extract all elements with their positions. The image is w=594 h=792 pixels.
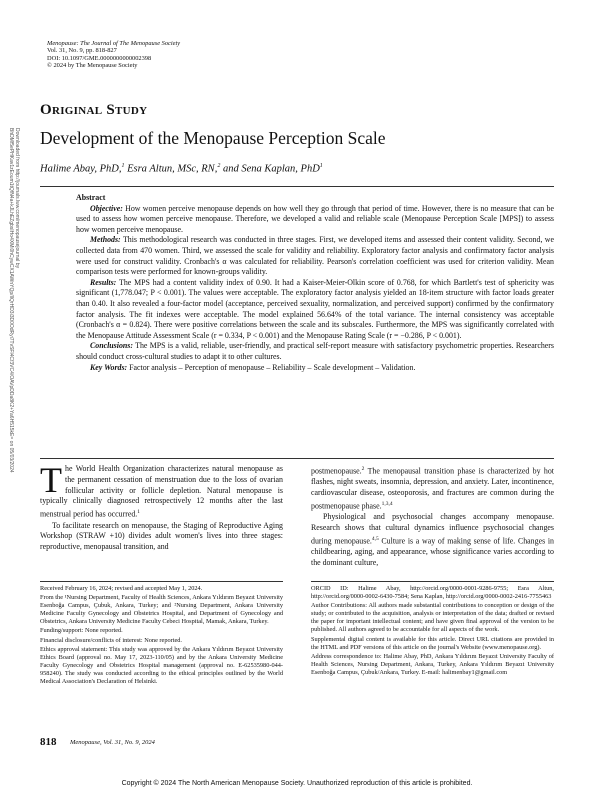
article-title: Development of the Menopause Perception Scale: [40, 128, 386, 148]
author-contributions: Author Contributions: All authors made substantial contributions to conception or design of the study; or contributed to the acquisition, analysis or interpretation of the data; drafted or revised the paper for important intellectual content; and have given final approval of the version to be published. All authors agreed to be accountable for all aspects of the work.: [311, 602, 554, 634]
body-column-right: [311, 464, 554, 569]
conclusions-text: The MPS is a valid, reliable, user-friendly, and practical self-report measure with satisfactory psychometric properties. Researchers should conduct cross-cultural studies to adapt it to other cultures.: [76, 341, 554, 361]
funding: Funding/support: None reported.: [40, 627, 123, 635]
results-label: Results:: [90, 277, 117, 287]
author-list: [40, 163, 323, 175]
affiliation-marker: 1: [319, 163, 323, 169]
abstract-results: [76, 278, 554, 342]
abstract-objective: [76, 204, 554, 236]
paragraph-text: Physiological and psychosocial changes accompany menopause. Research shows that cultural dynamics influence psychosocial changes during menopause.: [311, 512, 554, 546]
page-number: 818: [40, 736, 57, 748]
objective-label: Objective:: [90, 203, 123, 213]
paragraph-text: he World Health Organization characterizes natural menopause as the permanent cessation of menstruation due to the loss of ovarian follicular activity or follicle depletion. Natural menopause is typically clinically diagnosed retrospectively 12 months after the last menstrual period has occurred.: [40, 464, 283, 519]
body-paragraph: [311, 512, 554, 569]
footnote-rule-right: [311, 581, 554, 582]
citation-marker: 4,5: [371, 536, 379, 543]
conclusions-label: Conclusions:: [90, 341, 133, 351]
methods-text: This methodological research was conducted in three stages. First, we developed items and assessed their content validity. Second, we collected data from 470 women. Third, we assessed the scale for validity and reliability. Exploratory factor analysis and confirmatory factor analysis were used for construct validity. Cronbach's α was calculated for reliability. Pearson's correlation coefficient was used for criterion validity. Mean comparison tests were performed for known-groups validity.: [76, 235, 554, 277]
affiliation-marker: 2: [217, 163, 221, 169]
drop-cap: T: [40, 460, 62, 500]
footnotes-left: [40, 585, 283, 687]
journal-copyright: © 2024 by The Menopause Society: [47, 62, 138, 70]
objective-text: How women perceive menopause depends on how well they go through that period of time. However, there is no measure that can be used to assess how women perceive menopause. Therefore, we developed a valid and reliable scale (Menopause Perception Scale [MPS]) to assess how women perceive menopause.: [76, 203, 554, 234]
body-column-left: [40, 460, 283, 553]
citation-marker: 1: [137, 509, 141, 516]
methods-label: Methods:: [90, 235, 121, 245]
affiliation-marker: 1: [121, 163, 125, 169]
disclosure: Financial disclosure/conflicts of interest: None reported.: [40, 636, 182, 644]
paragraph-text: postmenopause.: [311, 466, 362, 476]
abstract: [76, 193, 554, 373]
paragraph-text: The menopausal transition phase is characterized by hot flashes, night sweats, insomnia, depression, and anxiety. Later, incontinence, cardiovascular disease, osteoporosis, and fractures are common during the postmenopause phase.: [311, 466, 554, 511]
citation-marker: 1,3,4: [381, 501, 393, 508]
footnotes-right: [311, 585, 554, 678]
keywords-label: Key Words:: [90, 362, 128, 372]
download-watermark-text: Downloaded from http://journals.lww.com/menopausejournal by BhDMf5ePHKav1zEoum1tQfN4a+kJLhEZgbsIHo4XMi0hCywCX1AWnYQp/IlQrHD3i3D0OdRyi7TvSFl4Cf3VC4/OAVpDDa8K2+Ya6H515kE= on 05/03/2024: [8, 128, 20, 473]
received-dates: Received February 16, 2024; revised and accepted May 1, 2024.: [40, 585, 203, 592]
abstract-conclusions: [76, 341, 554, 362]
author-name: and Sena Kaplan, PhD: [220, 163, 320, 175]
body-paragraph: [311, 464, 554, 512]
section-label: Original Study: [40, 102, 148, 118]
abstract-heading: Abstract: [76, 193, 106, 202]
body-paragraph: To facilitate research on menopause, the Staging of Reproductive Aging Workshop (STRAW +10) divides adult women's lives into three stages: reproductive, menopausal transition, and: [40, 520, 283, 552]
journal-header: [47, 40, 180, 70]
body-paragraph: [40, 460, 283, 521]
footer-journal: Menopause, Vol. 31, No. 9, 2024: [70, 739, 155, 746]
orcid: ORCID ID: Halime Abay, http://orcid.org/0000-0001-9286-9755; Esra Altun, http://orcid.org/0000-0002-6430-7584; Sena Kaplan, http://orcid.org/0000-0002-2416-7755463: [311, 585, 554, 601]
download-watermark: [6, 128, 26, 508]
ethics-statement: Ethics approval statement: This study was approved by the Ankara Yıldırım Beyazıt University Ethics Board (approval no. May 17, 2023-110/05) and by the Ankara University Medicine Faculty Gynecology and Obstetrics Hospital management (approval no. E-62535980-044-958240). The study was conducted according to the ethical principles outlined by the World Medical Association's Declaration of Helsinki.: [40, 645, 283, 686]
results-text: The MPS had a content validity index of 0.90. It had a Kaiser-Meier-Olkin score of 0.768, for which Bartlett's test of sphericity was significant (1,778.047; P < 0.001). The values were acceptable. The exploratory factor analysis yielded an 18-item structure with factor loads greater than 0.40. It also revealed a four-factor model (acceptance, perceived sexuality, normalization, and perceived support) confirmed by the confirmatory factor analysis. The fit indexes were acceptable. The model explained 56.64% of the total variance. The internal consistency was acceptable (Cronbach's α = 0.824). There were positive correlations between the scale and its subscales. Furthermore, the MPS was significantly correlated with the Menopause Attitude Assessment Scale (r = 0.334, P < 0.001) and the Menopause Rating Scale (r = −0.286, P < 0.001).: [76, 277, 554, 340]
volume-info: Vol. 31, No. 9, pp. 818-827: [47, 47, 117, 55]
keywords-text: Factor analysis – Perception of menopause – Reliability – Scale development – Validation.: [127, 362, 416, 372]
author-name: Esra Altun, MSc, RN,: [124, 163, 218, 175]
paragraph-text: Culture is a way of making sense of life. Changes in childbearing, aging, and appearance, whose significance varies according to the dominant culture,: [311, 536, 555, 568]
journal-name: Menopause: The Journal of The Menopause Society: [47, 40, 181, 47]
abstract-bottom-rule: [40, 458, 554, 459]
abstract-top-rule: [40, 186, 554, 187]
affiliations: From the ¹Nursing Department, Faculty of Health Sciences, Ankara Yıldırım Beyazıt University Esenboğa Campus, Çubuk, Ankara, Turkey; and ²Nursing Department, Ankara University Medicine Faculty Gynecology and Obstetrics Hospital, and Department of Gynecology and Obstetrics, Ankara University Medicine Faculty Cebeci Hospital, Mamak, Ankara, Turkey.: [40, 594, 283, 626]
supplemental-note: Supplemental digital content is available for this article. Direct URL citations are provided in the HTML and PDF versions of this article on the journal's Website (www.menopause.org).: [311, 635, 554, 651]
author-name: Halime Abay, PhD,: [40, 163, 122, 175]
copyright-notice: Copyright © 2024 The North American Menopause Society. Unauthorized reproduction of this article is prohibited.: [121, 780, 473, 787]
abstract-keywords: [76, 363, 554, 374]
doi: DOI: 10.1097/GME.0000000000002398: [47, 54, 152, 62]
abstract-methods: [76, 235, 554, 277]
correspondence-address: Address correspondence to: Halime Abay, PhD, Ankara Yıldırım Beyazıt University Faculty of Health Sciences, Nursing Department, Ankara, Turkey, Ankara Yıldırım Beyazıt University Esenboğa Campus, Çubuk/Ankara, Turkey. E-mail: halimenbay1@gmail.com: [311, 652, 554, 676]
citation-marker: 2: [361, 466, 365, 472]
footnote-rule-left: [40, 581, 283, 582]
